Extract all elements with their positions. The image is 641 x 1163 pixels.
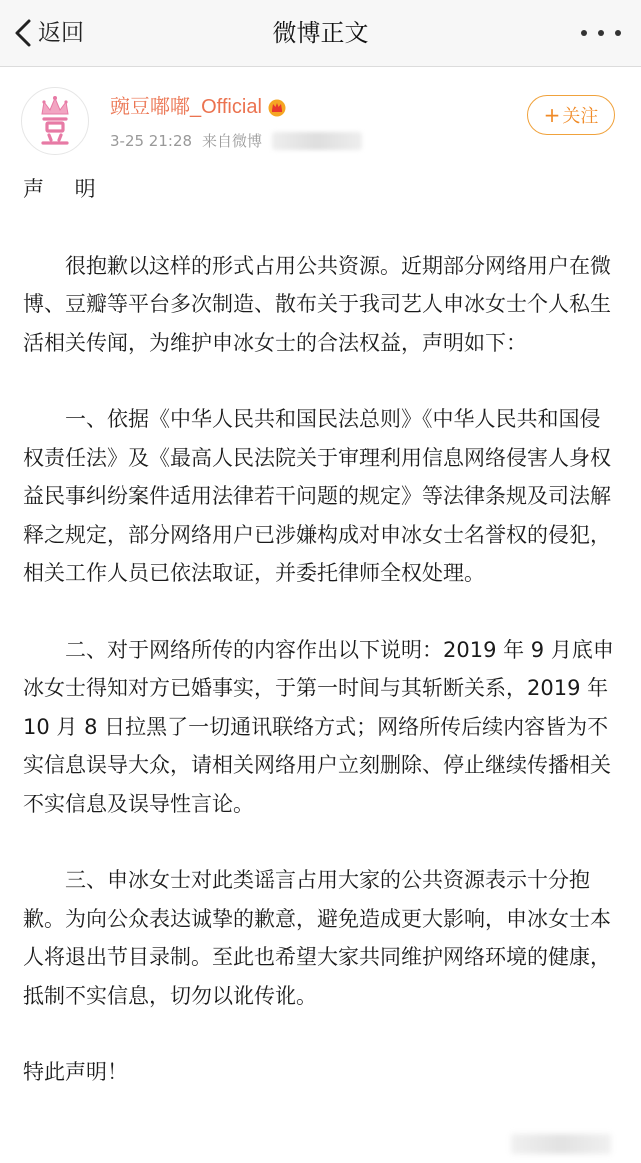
author-name-text: 豌豆嘟嘟_Official — [110, 96, 262, 118]
author-name[interactable] — [110, 94, 288, 120]
more-dots-icon — [598, 30, 604, 36]
post-meta — [110, 130, 362, 151]
post-body — [23, 170, 619, 1092]
avatar[interactable] — [21, 87, 89, 155]
blurred-source — [272, 132, 362, 150]
post-source: 来自微博 — [202, 132, 263, 150]
statement-heading: 声 明 — [23, 177, 108, 201]
blurred-watermark — [511, 1134, 611, 1154]
avatar-logo-icon — [22, 88, 88, 154]
statement-point-1: 一、依据《中华人民共和国民法总则》《中华人民共和国侵权责任法》及《最高人民法院关于审理利用信息网络侵害人身权益民事纠纷案件适用法律若干问题的规定》等法律条规及司法解释之规定，部分网络用户已涉嫌构成对申冰女士名誉权的侵犯，相关工作人员已依法取证，并委托律师全权处理。 — [23, 407, 611, 585]
statement-point-3: 三、申冰女士对此类谣言占用大家的公共资源表示十分抱歉。为向公众表达诚挚的歉意，避免造成更大影响，申冰女士本人将退出节目录制。至此也希望大家共同维护网络环境的健康，抵制不实信息，切勿以讹传讹。 — [23, 868, 611, 1008]
more-dots-icon — [581, 30, 587, 36]
top-nav-bar — [0, 0, 641, 67]
vip-crown-icon — [266, 97, 288, 117]
post-header — [0, 67, 641, 163]
page-title: 微博正文 — [272, 19, 369, 47]
statement-closing: 特此声明！ — [23, 1060, 128, 1084]
statement-point-2: 二、对于网络所传的内容作出以下说明：2019 年 9 月底申冰女士得知对方已婚事实，于第一时间与其斩断关系，2019 年 10 月 8 日拉黑了一切通讯联络方式；网络所传后续内容皆为不实信息误导大众，请相关网络用户立刻删除、停止继续传播相关不实信息及误导性言论。 — [23, 637, 614, 816]
statement-intro: 很抱歉以这样的形式占用公共资源。近期部分网络用户在微博、豆瓣等平台多次制造、散布关于我司艺人申冰女士个人私生活相关传闻，为维护申冰女士的合法权益，声明如下： — [23, 253, 611, 355]
back-label: 返回 — [38, 20, 84, 46]
follow-label: 关注 — [562, 106, 599, 127]
more-dots-icon — [615, 30, 621, 36]
more-options-button[interactable] — [581, 28, 621, 38]
post-timestamp: 3-25 21:28 — [110, 131, 193, 150]
plus-icon: + — [543, 103, 561, 127]
follow-button[interactable] — [527, 95, 615, 135]
